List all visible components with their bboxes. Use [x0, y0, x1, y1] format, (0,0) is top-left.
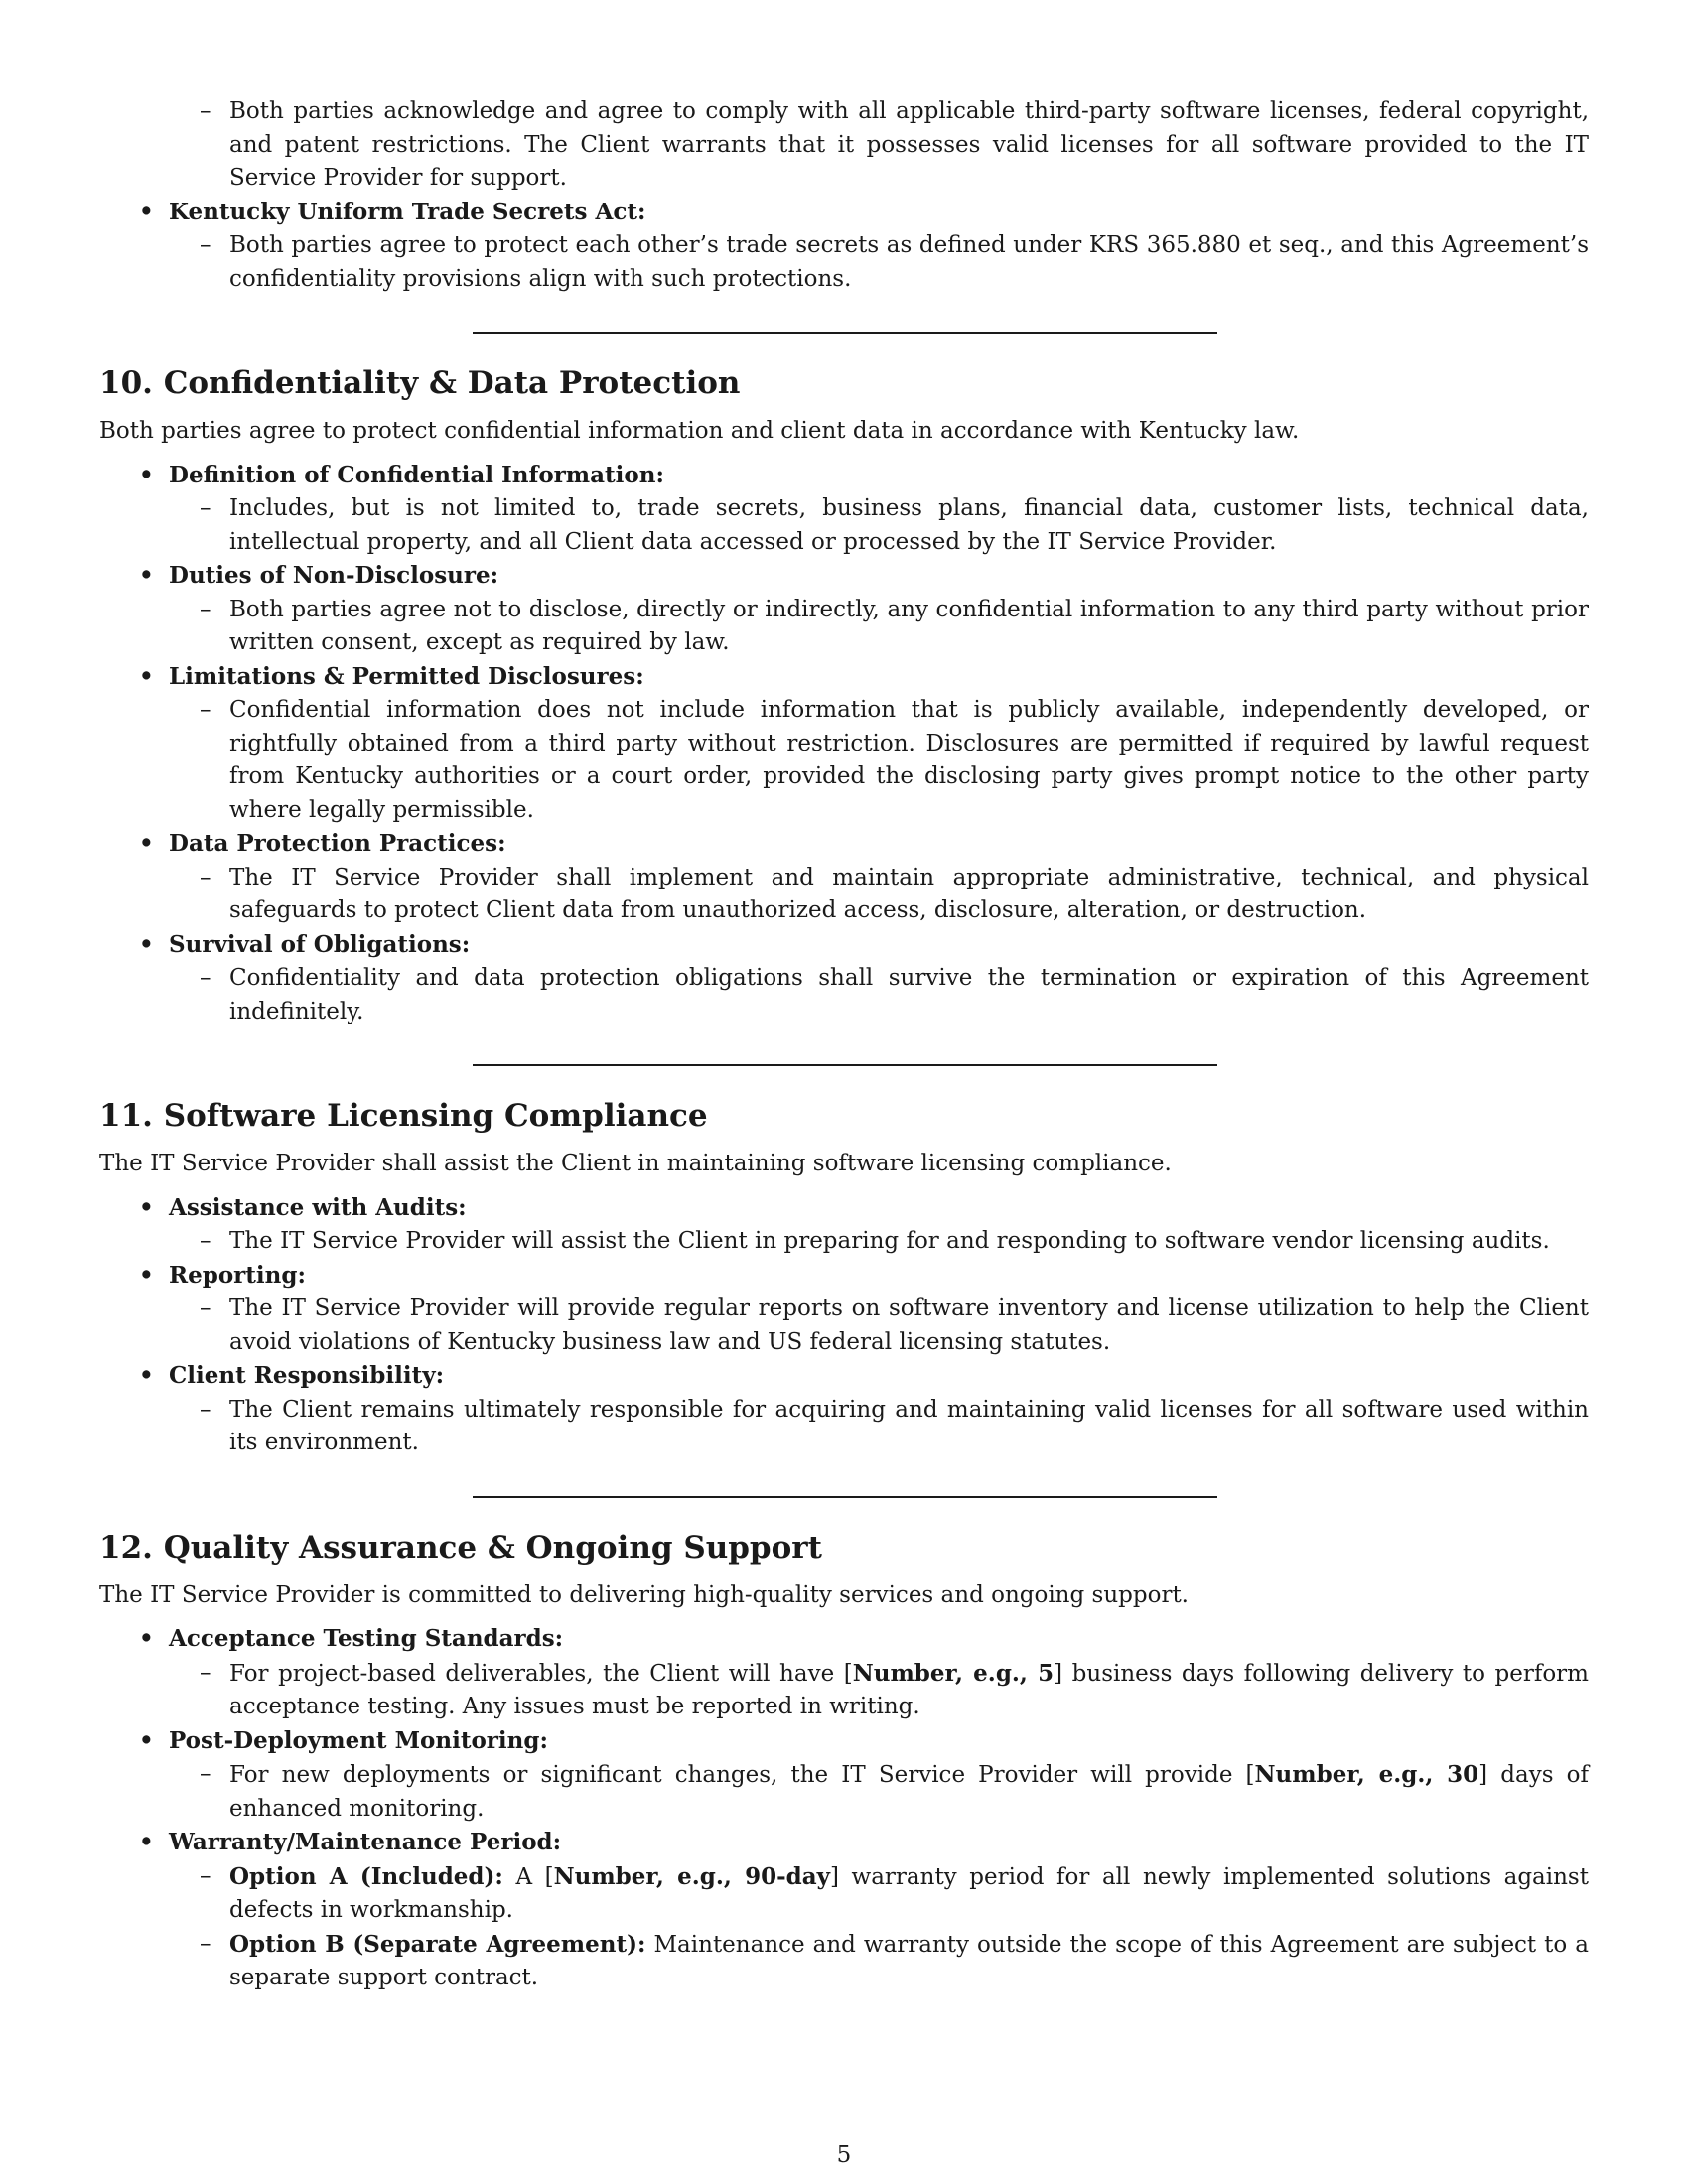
placeholder-value: Number, e.g., 30 [1254, 1761, 1479, 1788]
sub-list [169, 962, 1589, 1028]
sub-list-item [169, 594, 1589, 660]
option-label: Option B (Separate Agreement): [229, 1930, 646, 1958]
bullet-marker: • [139, 830, 154, 857]
sub-list [169, 1657, 1589, 1724]
sub-list-item [169, 1225, 1589, 1259]
sub-item-text-a: Maintenance and warranty outside the scope of this Agreement are subject to a separate support contract. [229, 1931, 1589, 1990]
sub-list-item [169, 962, 1589, 1028]
item-heading: Duties of Non-Disclosure: [169, 562, 499, 589]
sub-item-text: Both parties acknowledge and agree to comply with all applicable third-party software licenses, federal copyright, and patent restrictions. The Client warrants that it possesses valid licenses for all software provided to the IT Service Provider for support. [229, 98, 1589, 191]
section-list [99, 1622, 1589, 1995]
sub-item-text-a: For new deployments or significant changes, the IT Service Provider will provide [ [229, 1762, 1255, 1788]
sub-list-item [169, 1860, 1589, 1928]
item-heading: Client Responsibility: [169, 1362, 445, 1389]
item-heading: Survival of Obligations: [169, 930, 471, 958]
sub-list-item [169, 1928, 1589, 1995]
dash-marker: – [200, 1761, 211, 1787]
dash-marker: – [200, 1296, 211, 1321]
dash-marker: – [200, 697, 211, 723]
section-title: 10. Confidentiality & Data Protection [99, 365, 741, 401]
bullet-marker: • [139, 1625, 154, 1652]
list-item [99, 196, 1589, 297]
dash-marker: – [200, 1659, 211, 1686]
bullet-marker: • [139, 1193, 154, 1221]
dash-marker: – [200, 965, 211, 991]
bullet-marker: • [139, 198, 154, 225]
sub-item-text: Both parties agree not to disclose, directly or indirectly, any confidential information to any third party without prior written consent, except as required by law. [229, 596, 1589, 655]
dash-marker: – [200, 864, 211, 890]
sub-list-item [169, 862, 1589, 928]
section-divider [473, 332, 1217, 334]
sub-list [169, 694, 1589, 827]
list-item [99, 559, 1589, 660]
bullet-marker: • [139, 1726, 154, 1754]
bullet-marker: • [139, 662, 154, 690]
sub-item-text: The IT Service Provider will provide regular reports on software inventory and license utilization to help the Client avoid violations of Kentucky business law and US federal licensing statutes. [229, 1296, 1589, 1355]
list-item [99, 95, 1589, 196]
sub-list-item [169, 1394, 1589, 1460]
sub-list [169, 1293, 1589, 1359]
sub-list [169, 1758, 1589, 1826]
item-heading: Definition of Confidential Information: [169, 461, 664, 488]
sub-list-item [169, 492, 1589, 559]
sub-list-item [169, 1293, 1589, 1359]
page-number: 5 [836, 2142, 852, 2168]
list-item [99, 1191, 1589, 1259]
list-item [99, 1724, 1589, 1827]
section-title: 12. Quality Assurance & Ongoing Support [99, 1529, 822, 1566]
section-divider [473, 1064, 1217, 1066]
sub-item-text-c: ] warranty period for all newly implemented solutions against defects in workmanship. [229, 1863, 1589, 1923]
item-heading: Post-Deployment Monitoring: [169, 1726, 548, 1754]
sub-item-text: The IT Service Provider shall implement and maintain appropriate administrative, technical, and physical safeguards to protect Client data from unauthorized access, disclosure, alteration, or destruction. [229, 864, 1589, 923]
section-intro: The IT Service Provider shall assist the Client in maintaining software licensing compliance. [99, 1151, 1172, 1176]
dash-marker: – [200, 495, 211, 521]
section-intro: The IT Service Provider is committed to delivering high-quality services and ongoing support. [99, 1581, 1189, 1608]
placeholder-value: Number, e.g., 90-day [553, 1862, 830, 1890]
sub-item-text: The Client remains ultimately responsible for acquiring and maintaining valid licenses for all software used within its environment. [229, 1396, 1589, 1455]
bullet-marker: • [139, 1362, 154, 1389]
list-item [99, 1826, 1589, 1995]
item-heading: Data Protection Practices: [169, 830, 506, 857]
section-intro: Both parties agree to protect confidential information and client data in accordance with Kentucky law. [99, 418, 1300, 444]
dash-marker: – [200, 1930, 211, 1957]
section-list [99, 459, 1589, 1029]
dash-marker: – [200, 1228, 211, 1254]
bullet-marker: • [139, 930, 154, 958]
list-item [99, 1359, 1589, 1460]
bullet-marker: • [139, 562, 154, 589]
item-heading: Limitations & Permitted Disclosures: [169, 662, 644, 690]
item-heading: Acceptance Testing Standards: [169, 1625, 564, 1652]
sub-item-text: Confidentiality and data protection obligations shall survive the termination or expiration of this Agreement indefinitely. [229, 965, 1589, 1024]
bullet-marker: • [139, 1829, 154, 1855]
item-heading: Reporting: [169, 1261, 306, 1289]
item-heading: Warranty/Maintenance Period: [169, 1829, 562, 1855]
continuation-list [99, 95, 1589, 296]
list-item [99, 928, 1589, 1029]
sub-list-item [169, 1758, 1589, 1826]
sub-list [169, 229, 1589, 296]
sub-list [169, 1860, 1589, 1995]
sub-list-item [169, 1657, 1589, 1724]
placeholder-value: Number, e.g., 5 [852, 1659, 1055, 1687]
sub-item-text: Confidential information does not include information that is publicly available, independently developed, or rightfully obtained from a third party without restriction. Disclosures are permitted if required by lawful request from Kentucky authorities or a court order, provided the disclosing party gives prompt notice to the other party where legally permissible. [229, 697, 1589, 823]
dash-marker: – [200, 98, 211, 124]
sub-list [169, 862, 1589, 928]
document-page [99, 95, 1589, 1995]
list-item [99, 459, 1589, 560]
sub-list [169, 1225, 1589, 1259]
sub-list-item [169, 694, 1589, 827]
sub-item-text-c: ] days of enhanced monitoring. [229, 1762, 1589, 1822]
sub-item-text-a: For project-based deliverables, the Client will have [ [229, 1660, 853, 1687]
sub-item-text-a: A [ [502, 1863, 554, 1890]
sub-list-item [169, 229, 1589, 296]
list-item [99, 827, 1589, 928]
sub-list [169, 1394, 1589, 1460]
list-item [99, 1259, 1589, 1360]
sub-list [169, 594, 1589, 660]
sub-list [169, 95, 1589, 196]
sub-item-text: Both parties agree to protect each other’s trade secrets as defined under KRS 365.880 et seq., and this Agreement’s confidentiality provisions align with such protections. [229, 232, 1589, 292]
sub-item-text: The IT Service Provider will assist the Client in preparing for and responding to software vendor licensing audits. [229, 1228, 1550, 1254]
item-heading: Assistance with Audits: [169, 1193, 467, 1221]
option-label: Option A (Included): [229, 1862, 503, 1890]
section-divider [473, 1496, 1217, 1498]
list-item [99, 1622, 1589, 1724]
sub-item-text-c: ] business days following delivery to perform acceptance testing. Any issues must be reported in writing. [229, 1660, 1589, 1719]
sub-item-text: Includes, but is not limited to, trade secrets, business plans, financial data, customer lists, technical data, intellectual property, and all Client data accessed or processed by the IT Service Provider. [229, 495, 1589, 555]
dash-marker: – [200, 1862, 211, 1889]
section-list [99, 1191, 1589, 1460]
bullet-marker: • [139, 1261, 154, 1289]
dash-marker: – [200, 232, 211, 258]
dash-marker: – [200, 596, 211, 622]
sub-list [169, 492, 1589, 559]
section-title: 11. Software Licensing Compliance [99, 1098, 708, 1134]
list-item [99, 660, 1589, 828]
dash-marker: – [200, 1396, 211, 1423]
bullet-marker: • [139, 461, 154, 488]
item-heading: Kentucky Uniform Trade Secrets Act: [169, 198, 646, 225]
sub-list-item [169, 95, 1589, 196]
